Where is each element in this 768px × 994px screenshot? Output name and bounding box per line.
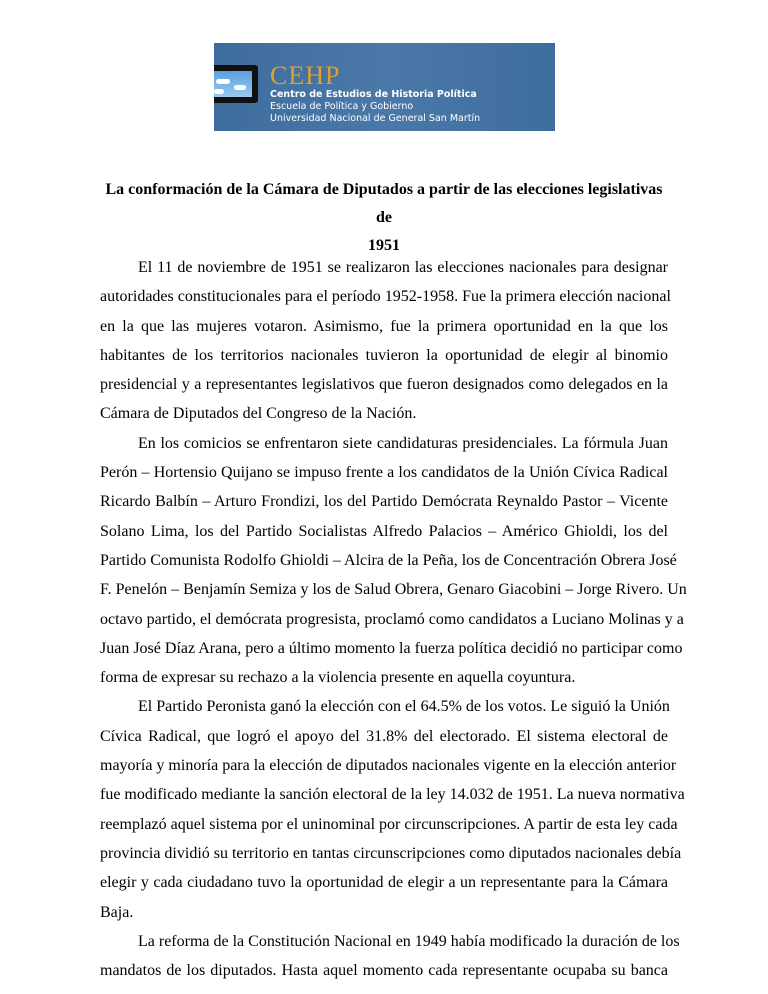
paragraph: [100, 253, 671, 429]
logo-line-3: Universidad Nacional de General San Martín: [270, 113, 481, 124]
text-line: Baja.: [100, 903, 134, 921]
text-line: Solano Lima, los del Partido Socialistas Alfredo Palacios – Américo Ghioldi, los del: [100, 522, 668, 540]
text-line: Perón – Hortensio Quijano se impuso frente a los candidatos de la Unión Cívica Radical: [100, 464, 668, 482]
title-line: La conformación de la Cámara de Diputados a partir de las elecciones legislativas de: [105, 181, 663, 226]
title-line: 1951: [368, 237, 400, 254]
text-line: Juan José Díaz Arana, pero a último momento la fuerza política decidió no participar como: [100, 639, 683, 657]
book-logo-icon: [214, 65, 258, 103]
text-line: elegir y cada ciudadano tuvo la oportunidad de elegir a un representante para la Cámara: [100, 874, 668, 892]
paragraph: [100, 429, 687, 693]
document-body: [100, 253, 687, 985]
text-line: habitantes de los territorios nacionales tuvieron la oportunidad de elegir al binomio: [100, 346, 668, 364]
text-line: mayoría y minoría para la elección de diputados nacionales vigente en la elección anterior: [100, 757, 677, 775]
text-line: F. Penelón – Benjamín Semiza y los de Salud Obrera, Genaro Giacobini – Jorge Rivero. Un: [100, 581, 687, 599]
text-line: El 11 de noviembre de 1951 se realizaron las elecciones nacionales para designar: [138, 259, 668, 276]
text-line: La reforma de la Constitución Nacional en 1949 había modificado la duración de los: [138, 932, 680, 950]
text-line: forma de expresar su rechazo a la violencia presente en aquella coyuntura.: [100, 669, 576, 687]
text-line: mandatos de los diputados. Hasta aquel momento cada representante ocupaba su banca: [100, 962, 668, 980]
logo-line-1: Centro de Estudios de Historia Política: [270, 89, 477, 100]
logo-line-2: Escuela de Política y Gobierno: [270, 101, 414, 112]
text-line: presidencial y a representantes legislativos que fueron designados como delegados en la: [100, 376, 668, 394]
text-line: Cámara de Diputados del Congreso de la Nación.: [100, 405, 417, 423]
text-line: en la que las mujeres votaron. Asimismo, fue la primera oportunidad en la que los: [100, 317, 668, 335]
text-line: Cívica Radical, que logró el apoyo del 31.8% del electorado. El sistema electoral de: [100, 727, 668, 745]
text-line: En los comicios se enfrentaron siete candidaturas presidenciales. La fórmula Juan: [138, 434, 668, 452]
text-line: autoridades constitucionales para el período 1952-1958. Fue la primera elección nacional: [100, 288, 671, 306]
text-line: reemplazó aquel sistema por el uninominal por circunscripciones. A partir de esta ley cada: [100, 815, 678, 833]
text-line: Ricardo Balbín – Arturo Frondizi, los del Partido Demócrata Reynaldo Pastor – Vicente: [100, 493, 668, 511]
text-line: provincia dividió su territorio en tantas circunscripciones como diputados nacionales debía: [100, 844, 682, 862]
document-title: [100, 176, 668, 260]
cehp-logo-banner: [214, 43, 555, 131]
text-line: Partido Comunista Rodolfo Ghioldi – Alcira de la Peña, los de Concentración Obrera José: [100, 551, 677, 569]
text-line: El Partido Peronista ganó la elección con el 64.5% de los votos. Le siguió la Unión: [138, 698, 670, 716]
text-line: fue modificado mediante la sanción electoral de la ley 14.032 de 1951. La nueva normativa: [100, 786, 685, 804]
logo-acronym: CEHP: [270, 61, 341, 90]
text-line: octavo partido, el demócrata progresista, proclamó como candidatos a Luciano Molinas y a: [100, 610, 684, 628]
paragraph: [100, 927, 680, 986]
paragraph: [100, 692, 685, 926]
